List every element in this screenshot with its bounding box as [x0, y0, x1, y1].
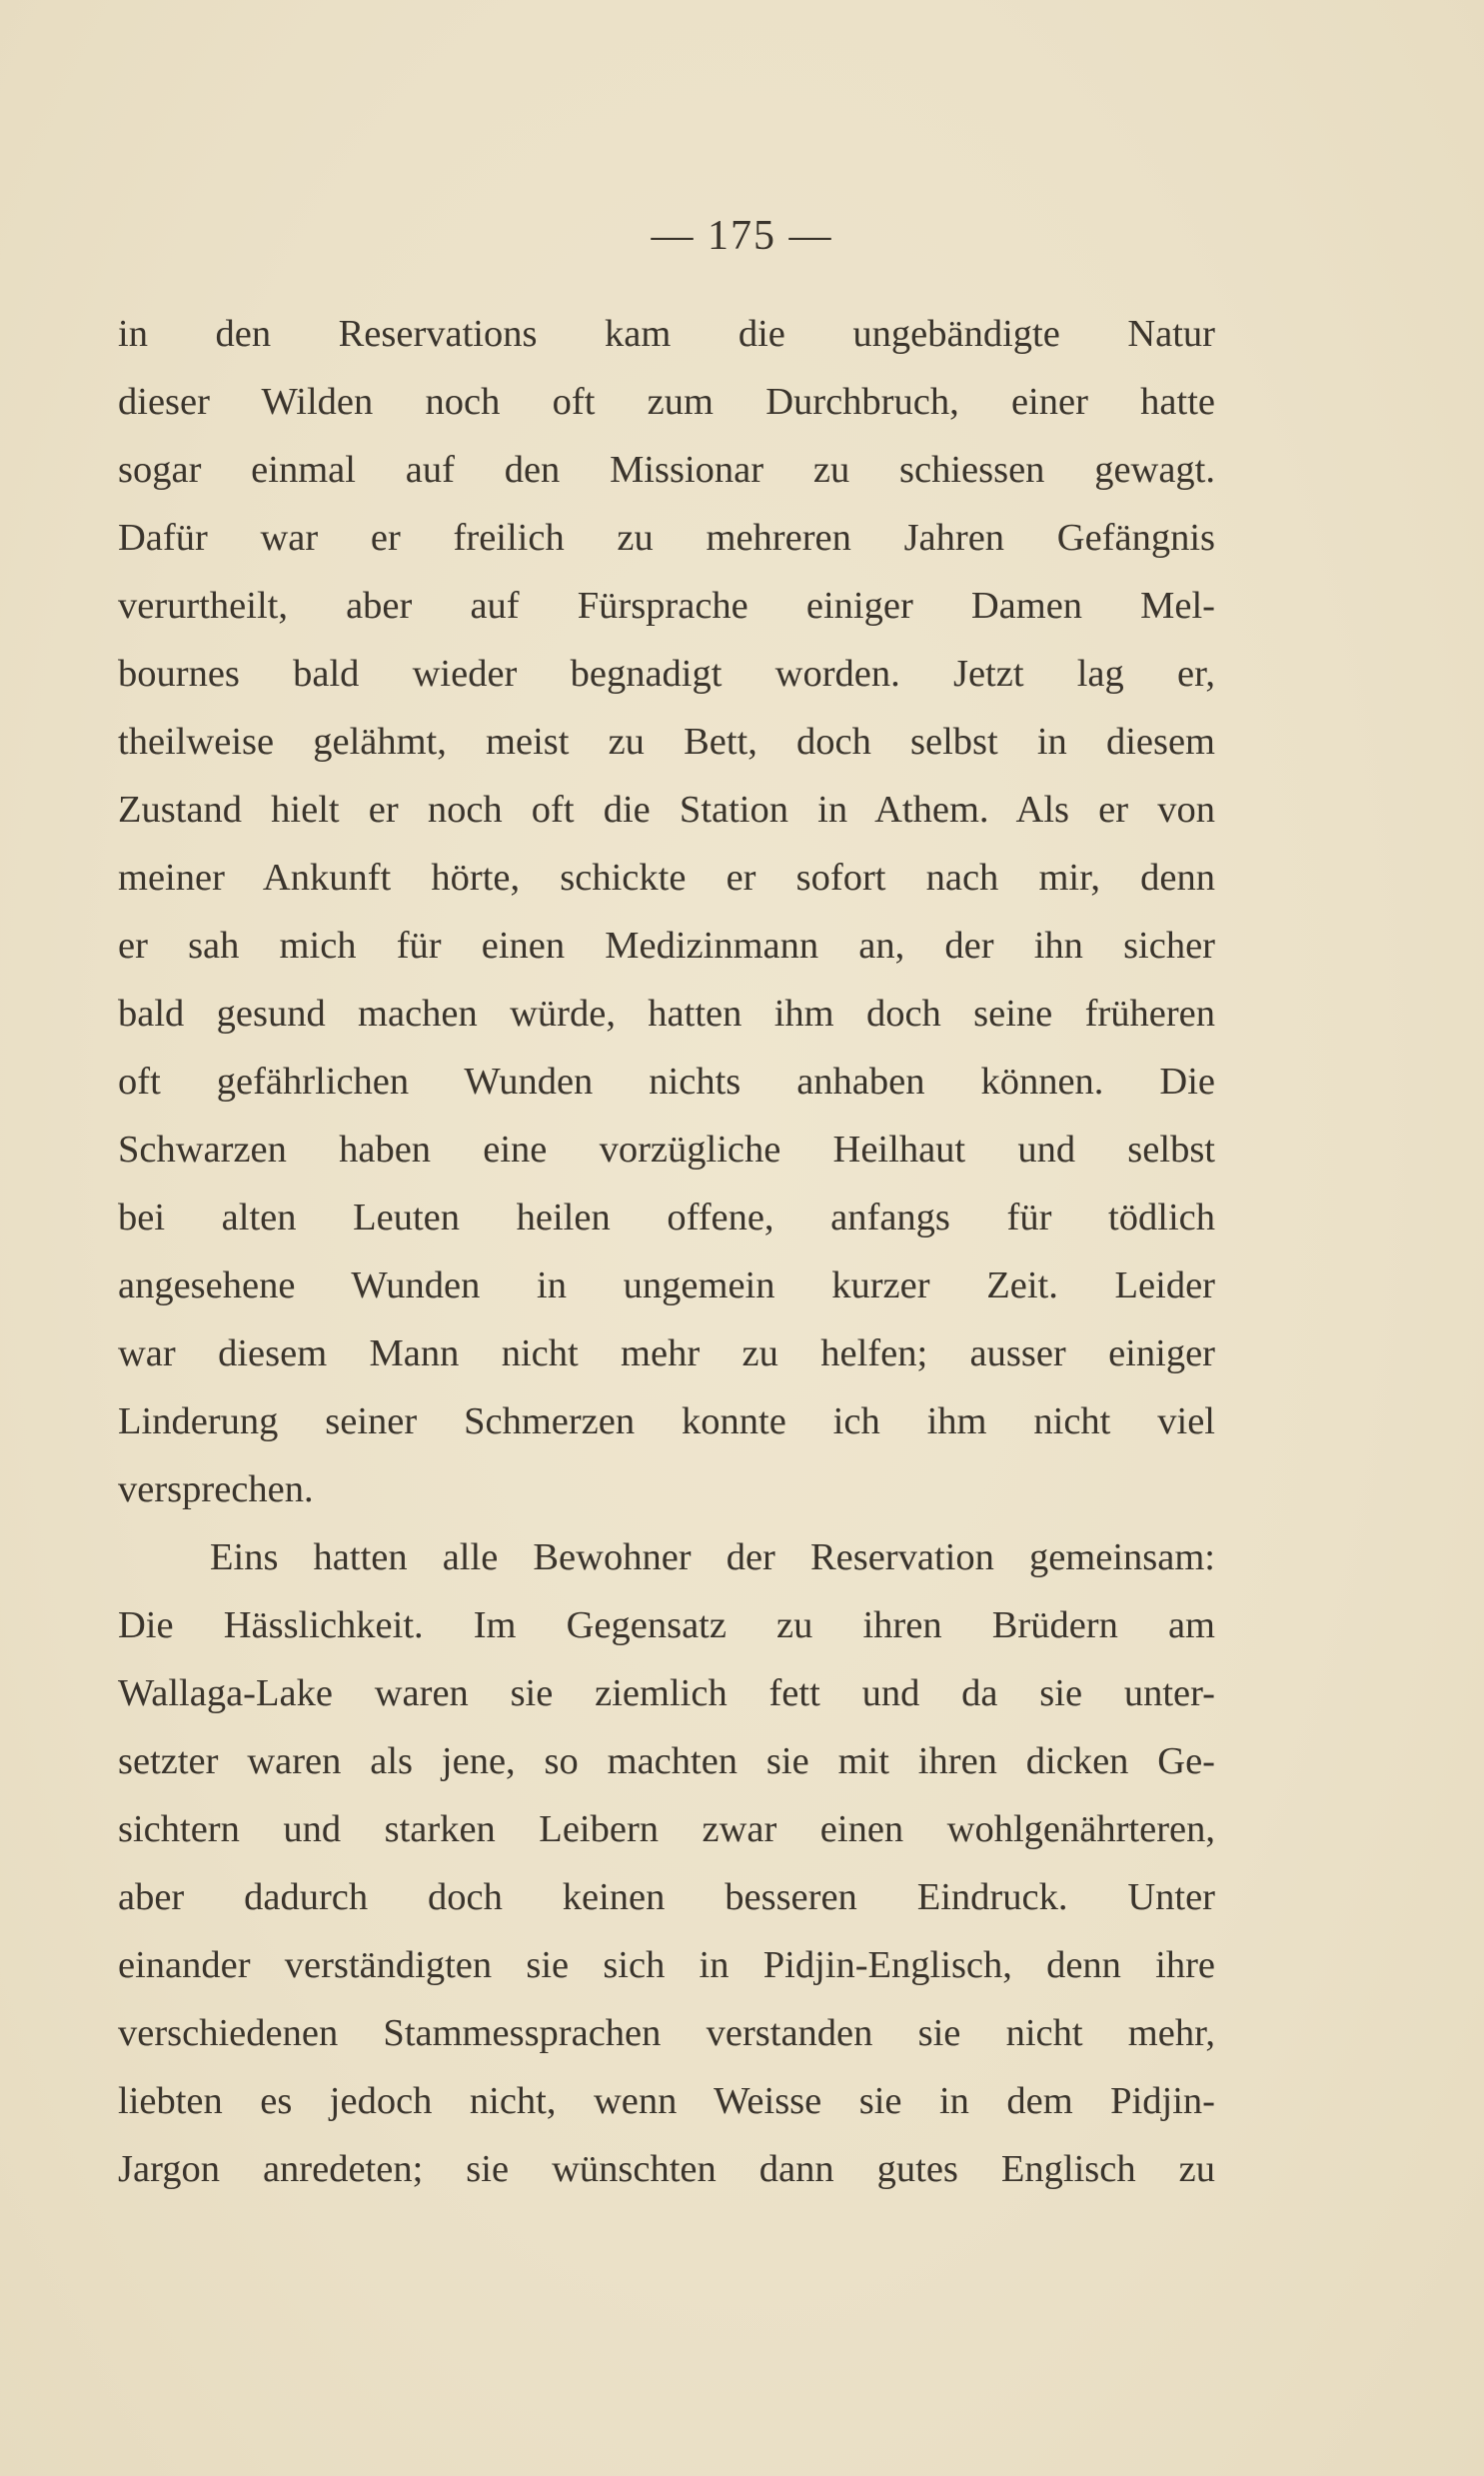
- text-line: sichtern und starken Leibern zwar einen wohlgenährteren,: [118, 1808, 1215, 1850]
- page-number: — 175 —: [651, 213, 833, 259]
- text-line: aber dadurch doch keinen besseren Eindruck. Unter: [118, 1876, 1215, 1918]
- text-line: theilweise gelähmt, meist zu Bett, doch selbst in diesem: [118, 721, 1215, 763]
- text-line: Wallaga-Lake waren sie ziemlich fett und da sie unter-: [118, 1672, 1215, 1714]
- text-line: Linderung seiner Schmerzen konnte ich ihm nicht viel: [118, 1400, 1215, 1442]
- text-line: in den Reservations kam die ungebändigte Natur: [118, 313, 1215, 355]
- text-line: Zustand hielt er noch oft die Station in Athem. Als er von: [118, 789, 1215, 831]
- text-line: Dafür war er freilich zu mehreren Jahren Gefängnis: [118, 517, 1215, 559]
- text-line: Eins hatten alle Bewohner der Reservation gemeinsam:: [210, 1536, 1215, 1578]
- text-line: verurtheilt, aber auf Fürsprache einiger Damen Mel-: [118, 585, 1215, 627]
- text-line: angesehene Wunden in ungemein kurzer Zeit. Leider: [118, 1264, 1215, 1306]
- text-line: setzter waren als jene, so machten sie mit ihren dicken Ge-: [118, 1740, 1215, 1782]
- text-line: bournes bald wieder begnadigt worden. Jetzt lag er,: [118, 653, 1215, 695]
- text-line: liebten es jedoch nicht, wenn Weisse sie in dem Pidjin-: [118, 2080, 1215, 2122]
- text-line: versprechen.: [118, 1468, 314, 1510]
- text-line: bei alten Leuten heilen offene, anfangs für tödlich: [118, 1197, 1215, 1238]
- text-line: Die Hässlichkeit. Im Gegensatz zu ihren Brüdern am: [118, 1604, 1215, 1646]
- text-line: sogar einmal auf den Missionar zu schiessen gewagt.: [118, 449, 1215, 491]
- text-line: Schwarzen haben eine vorzügliche Heilhaut und selbst: [118, 1129, 1215, 1171]
- text-line: Jargon anredeten; sie wünschten dann gutes Englisch zu: [118, 2148, 1215, 2190]
- text-line: er sah mich für einen Medizinmann an, der ihn sicher: [118, 925, 1215, 967]
- text-line: einander verständigten sie sich in Pidjin-Englisch, denn ihre: [118, 1944, 1215, 1986]
- text-line: oft gefährlichen Wunden nichts anhaben können. Die: [118, 1061, 1215, 1103]
- text-line: bald gesund machen würde, hatten ihm doch seine früheren: [118, 993, 1215, 1035]
- text-line: dieser Wilden noch oft zum Durchbruch, einer hatte: [118, 381, 1215, 423]
- text-line: meiner Ankunft hörte, schickte er sofort nach mir, denn: [118, 857, 1215, 899]
- text-line: war diesem Mann nicht mehr zu helfen; ausser einiger: [118, 1332, 1215, 1374]
- text-line: verschiedenen Stammessprachen verstanden sie nicht mehr,: [118, 2012, 1215, 2054]
